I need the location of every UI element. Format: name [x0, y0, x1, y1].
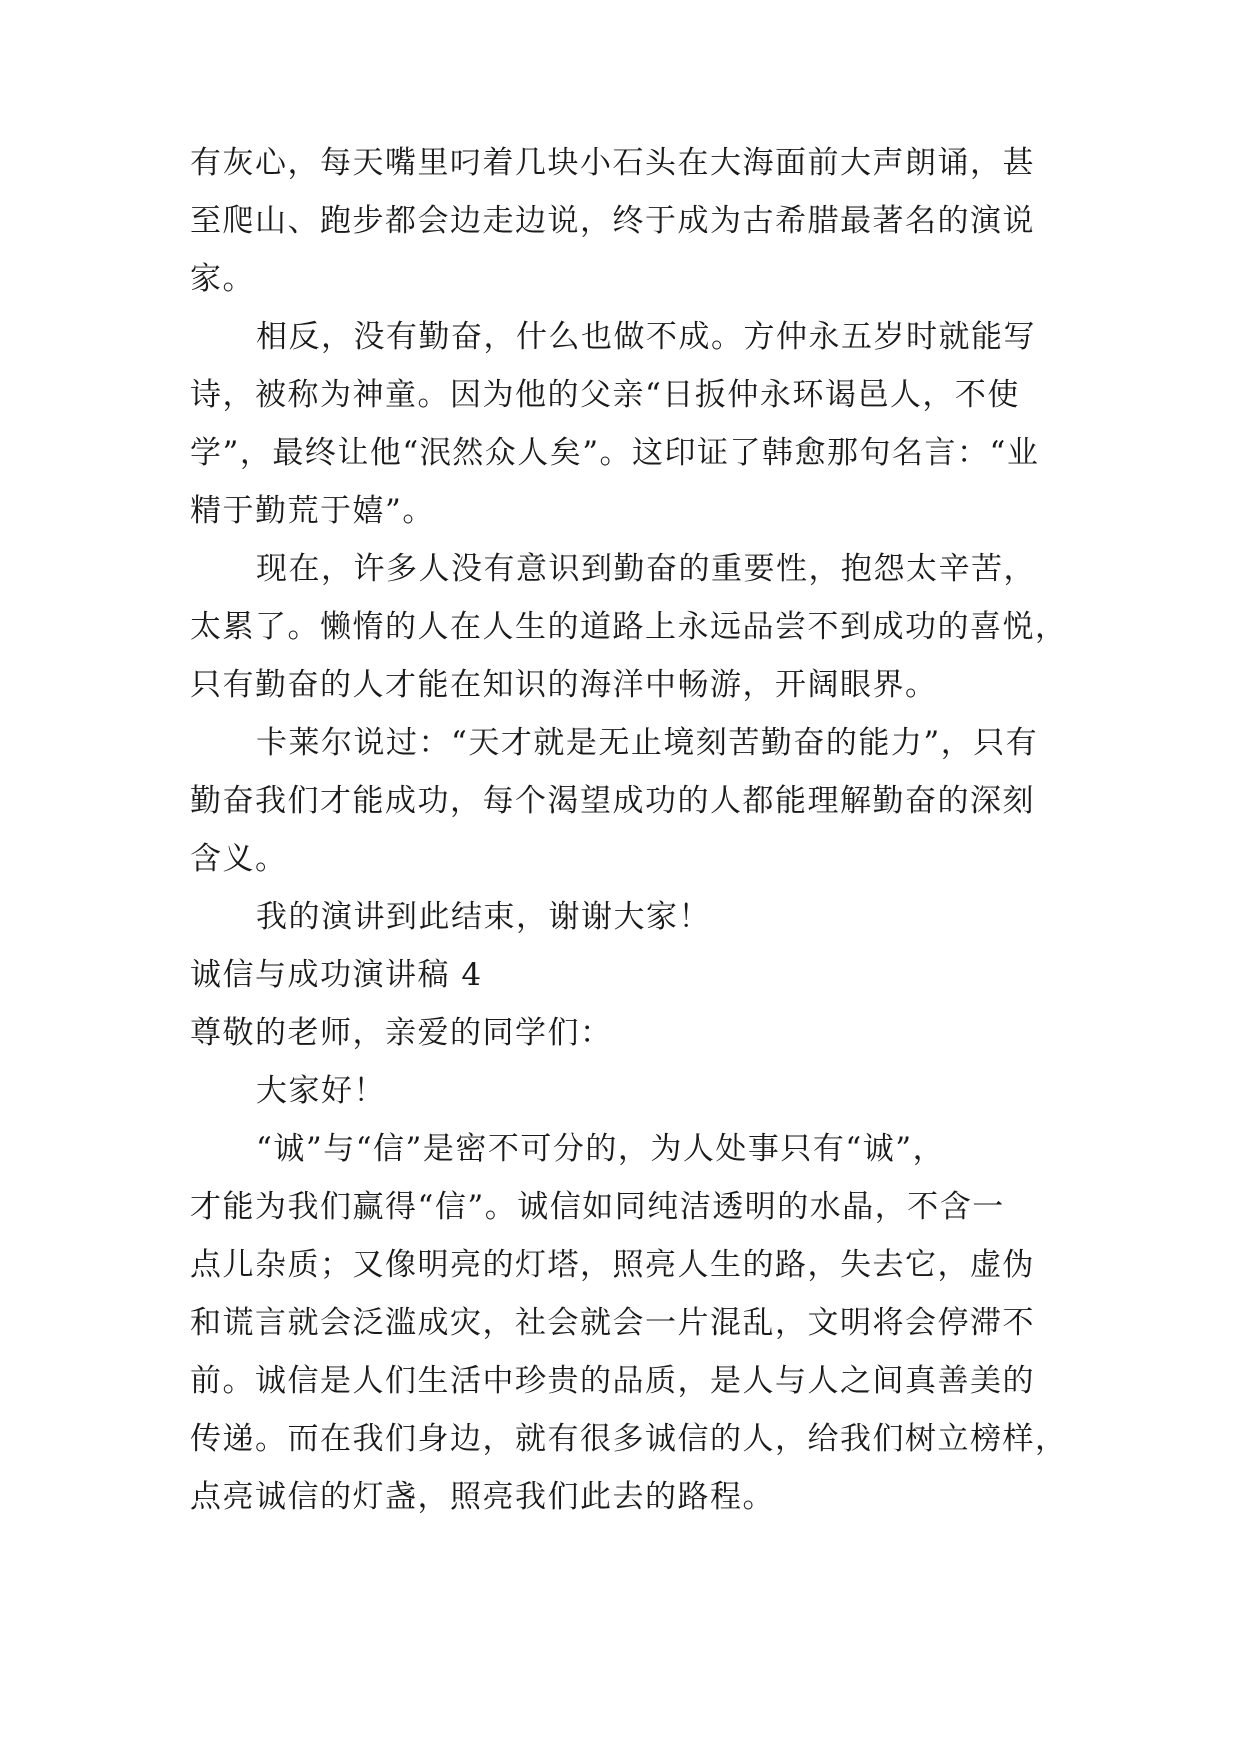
paragraph-line: 相反，没有勤奋，什么也做不成。方仲永五岁时就能写	[256, 319, 1036, 355]
section-heading: 诚信与成功演讲稿 4	[190, 957, 483, 993]
greeting: 大家好！	[256, 1073, 386, 1109]
paragraph-line: 卡莱尔说过：“天才就是无止境刻苦勤奋的能力”，只有	[256, 725, 1039, 761]
paragraph-line: 和谎言就会泛滥成灾，社会就会一片混乱，文明将会停滞不	[190, 1305, 1035, 1341]
paragraph-line: 学”，最终让他“泯然众人矣”。这印证了韩愈那句名言：“业	[190, 435, 1040, 471]
paragraph-line: 我的演讲到此结束，谢谢大家！	[256, 899, 711, 935]
paragraph-2	[190, 308, 1060, 540]
paragraph-line: 精于勤荒于嬉”。	[190, 493, 435, 529]
paragraph-line: 有灰心，每天嘴里叼着几块小石头在大海面前大声朗诵，甚	[190, 145, 1035, 181]
paragraph-line: 前。诚信是人们生活中珍贵的品质，是人与人之间真善美的	[190, 1363, 1035, 1399]
paragraph-line: 家。	[190, 261, 255, 297]
paragraph-line: 只有勤奋的人才能在知识的海洋中畅游，开阔眼界。	[190, 667, 938, 703]
salutation: 尊敬的老师，亲爱的同学们：	[190, 1015, 613, 1051]
document-body	[190, 134, 1068, 1526]
paragraph-line: 才能为我们赢得“信”。诚信如同纯洁透明的水晶，不含一	[190, 1189, 1005, 1225]
paragraph-1	[190, 134, 1060, 308]
paragraph-line: 点亮诚信的灯盏，照亮我们此去的路程。	[190, 1479, 775, 1515]
paragraph-6	[190, 1120, 1068, 1526]
paragraph-line: 传递。而在我们身边，就有很多诚信的人，给我们树立榜样，	[190, 1421, 1068, 1457]
paragraph-4	[190, 714, 1060, 888]
paragraph-line: 太累了。懒惰的人在人生的道路上永远品尝不到成功的喜悦，	[190, 609, 1068, 645]
paragraph-line: 点儿杂质；又像明亮的灯塔，照亮人生的路，失去它，虚伪	[190, 1247, 1035, 1283]
paragraph-line: 现在，许多人没有意识到勤奋的重要性，抱怨太辛苦，	[256, 551, 1036, 587]
paragraph-line: 勤奋我们才能成功，每个渴望成功的人都能理解勤奋的深刻	[190, 783, 1035, 819]
paragraph-5	[190, 888, 1060, 946]
paragraph-3	[190, 540, 1068, 714]
paragraph-line: 诗，被称为神童。因为他的父亲“日扳仲永环谒邑人，不使	[190, 377, 1020, 413]
paragraph-line: 含义。	[190, 841, 288, 877]
paragraph-line: “诚”与“信”是密不可分的，为人处事只有“诚”，	[256, 1131, 946, 1167]
paragraph-line: 至爬山、跑步都会边走边说，终于成为古希腊最著名的演说	[190, 203, 1035, 239]
